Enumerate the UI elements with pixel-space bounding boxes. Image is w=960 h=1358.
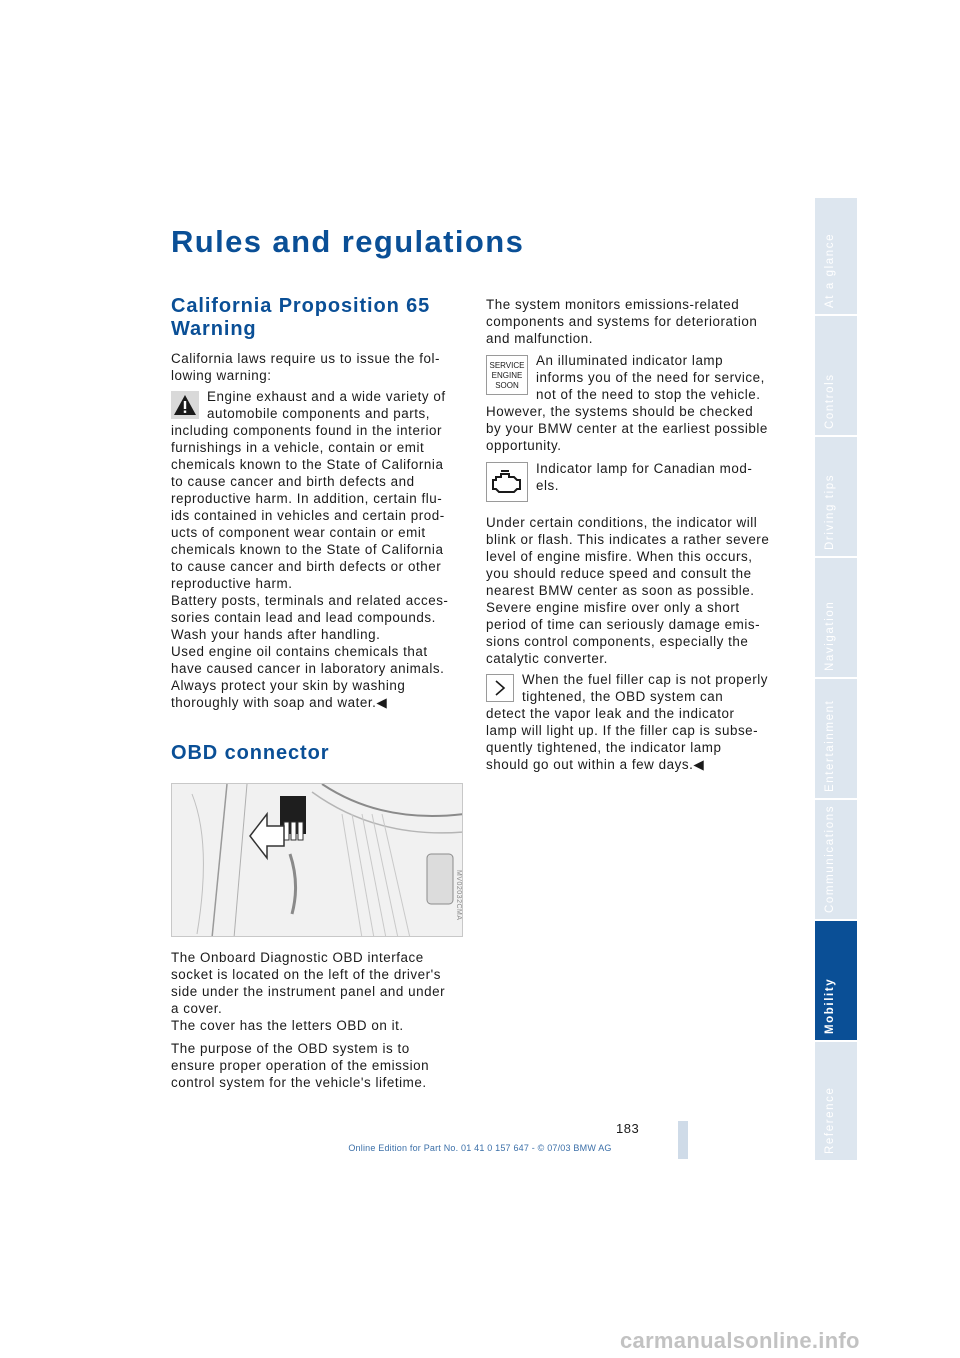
- obd-connector-illustration: [171, 783, 463, 937]
- heading-obd: OBD connector: [171, 742, 330, 764]
- obd-paragraph-2: The purpose of the OBD system is to ensure proper operation of the emission control system for the vehicle's lifetime.: [171, 1041, 430, 1090]
- note-body: detect the vapor leak and the indicator lamp will light up. If the filler cap is subse- quently tightened, the indicator lamp should go out within a few days.◀: [486, 706, 759, 772]
- lamp-first-lines: An illuminated indicator lamp informs you of the need for service, not of the need to stop the vehicle.: [536, 353, 765, 402]
- nav-tab-mobility[interactable]: [815, 921, 857, 1042]
- service-icon-line-3: SOON: [495, 381, 519, 390]
- canadian-models-text: Indicator lamp for Canadian mod- els.: [536, 461, 753, 493]
- nav-label: Communications: [824, 804, 836, 913]
- misfire-paragraph: Under certain conditions, the indicator will blink or flash. This indicates a rather severe level of engine misfire. When this occurs, you should reduce speed and consult the nearest BMW center as soon as possible. Severe engine misfire over only a short period of time can seriously damage emis- sions control components, especially the catalytic converter.: [486, 515, 770, 666]
- nav-label: Navigation: [824, 600, 836, 671]
- warning-icon: [171, 391, 199, 419]
- page-number: 183: [616, 1121, 640, 1136]
- nav-tab-controls[interactable]: [815, 316, 857, 437]
- prop65-intro: California laws require us to issue the fol- lowing warning:: [171, 351, 441, 383]
- check-engine-icon: [486, 462, 528, 502]
- nav-tab-entertainment[interactable]: [815, 679, 857, 800]
- nav-label: Controls: [824, 373, 836, 429]
- nav-tab-communications[interactable]: [815, 800, 857, 921]
- service-engine-soon-icon: [486, 355, 528, 395]
- nav-label: Entertainment: [824, 699, 836, 792]
- service-icon-line-1: SERVICE: [489, 361, 525, 370]
- warning-body: including components found in the interior furnishings in a vehicle, contain or emit chemicals known to the State of California to cause cancer and birth defects and reproductive harm. In addition, certain flu- ids contained in vehicles and certain prod- ucts of component wear contain or emit chemicals known to the State of California to cause cancer and birth defects or other reproductive harm. Battery posts, terminals and related acces- sories contain lead and lead compounds. Wash your hands after handling. Used engine oil contains chemicals that have caused cancer in laboratory animals. Always protect your skin by washing thoroughly with soap and water.◀: [171, 423, 449, 710]
- nav-label: At a glance: [824, 232, 836, 308]
- nav-label: Mobility: [824, 977, 836, 1034]
- note-first-lines: When the fuel filler cap is not properly tightened, the OBD system can: [522, 672, 769, 704]
- watermark: carmanualsonline.info: [620, 1328, 860, 1353]
- monitor-paragraph: The system monitors emissions-related components and systems for deterioration and malfunction.: [486, 297, 758, 346]
- image-code: MV02032CMA: [455, 870, 462, 921]
- page-number-bar: [678, 1121, 688, 1159]
- nav-tab-navigation[interactable]: [815, 558, 857, 679]
- page-title: Rules and regulations: [171, 224, 525, 259]
- nav-label: Driving tips: [824, 473, 836, 550]
- warning-first-lines: Engine exhaust and a wide variety of automobile components and parts,: [207, 389, 446, 421]
- service-icon-line-2: ENGINE: [491, 371, 523, 380]
- nav-label: Reference: [824, 1086, 836, 1154]
- nav-tab-at-a-glance[interactable]: [815, 198, 857, 316]
- note-icon: [486, 674, 514, 702]
- footer-edition-text: Online Edition for Part No. 01 41 0 157 647 - © 07/03 BMW AG: [348, 1143, 612, 1153]
- chapter-nav: [815, 198, 857, 1160]
- lamp-body: However, the systems should be checked by your BMW center at the earliest possible opportunity.: [486, 404, 768, 453]
- obd-paragraph-1: The Onboard Diagnostic OBD interface socket is located on the left of the driver's side under the instrument panel and under a cover. The cover has the letters OBD on it.: [171, 950, 446, 1033]
- heading-prop65: California Proposition 65 Warning: [171, 295, 431, 340]
- nav-tab-driving-tips[interactable]: [815, 437, 857, 558]
